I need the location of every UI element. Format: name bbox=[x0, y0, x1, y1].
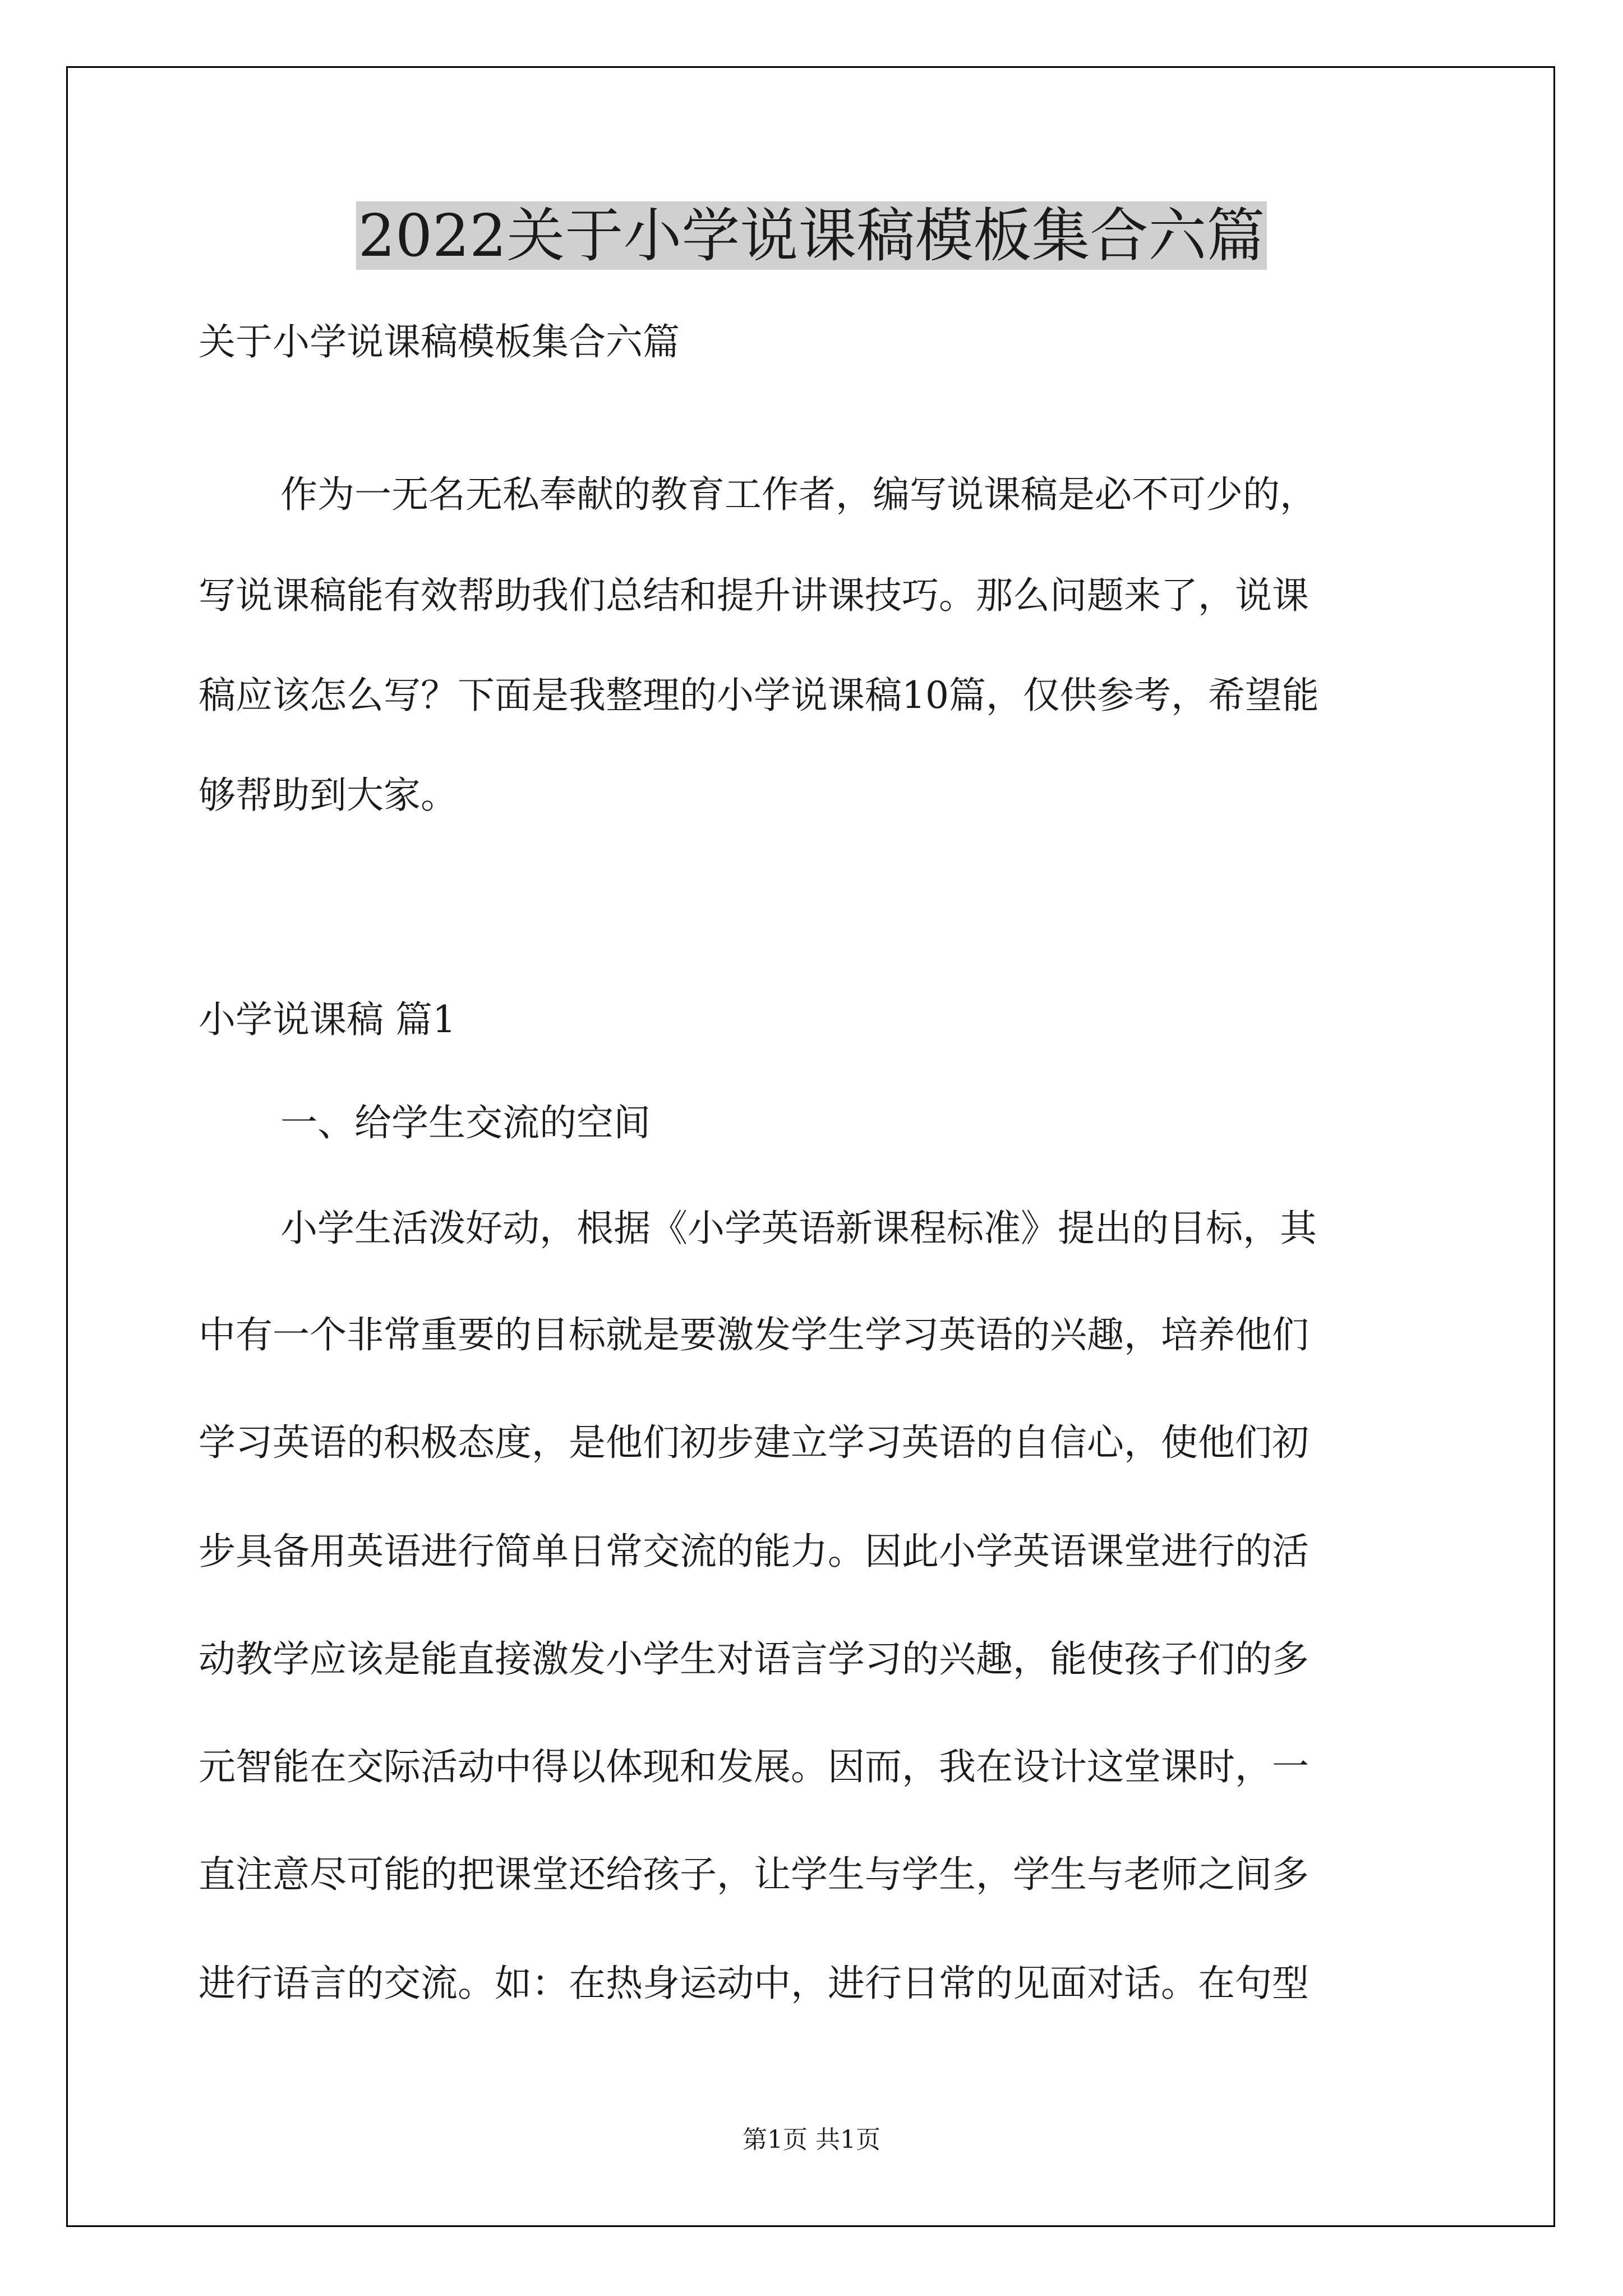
intro-line-4: 够帮助到大家。 bbox=[199, 774, 458, 817]
intro-line-3: 稿应该怎么写？下面是我整理的小学说课稿10篇，仅供参考，希望能 bbox=[199, 674, 1319, 717]
body-line-4: 步具备用英语进行简单日常交流的能力。因此小学英语课堂进行的活 bbox=[199, 1530, 1309, 1573]
document-title-text: 2022关于小学说课稿模板集合六篇 bbox=[356, 201, 1267, 270]
intro-line-2: 写说课稿能有效帮助我们总结和提升讲课技巧。那么问题来了，说课 bbox=[199, 574, 1309, 617]
page-border bbox=[66, 66, 1555, 2227]
body-line-1: 小学生活泼好动，根据《小学英语新课程标准》提出的目标，其 bbox=[280, 1207, 1317, 1250]
body-line-3: 学习英语的积极态度，是他们初步建立学习英语的自信心，使他们初 bbox=[199, 1421, 1309, 1464]
document-title bbox=[0, 199, 1623, 272]
body-line-6: 元智能在交际活动中得以体现和发展。因而，我在设计这堂课时，一 bbox=[199, 1745, 1309, 1788]
body-line-2: 中有一个非常重要的目标就是要激发学生学习英语的兴趣，培养他们 bbox=[199, 1313, 1309, 1356]
section-heading: 小学说课稿 篇1 bbox=[199, 998, 456, 1041]
body-line-7: 直注意尽可能的把课堂还给孩子，让学生与学生，学生与老师之间多 bbox=[199, 1853, 1309, 1896]
intro-line-1: 作为一无名无私奉献的教育工作者，编写说课稿是必不可少的， bbox=[280, 473, 1317, 516]
page-footer: 第1页 共1页 bbox=[743, 2125, 880, 2154]
body-line-8: 进行语言的交流。如：在热身运动中，进行日常的见面对话。在句型 bbox=[199, 1962, 1309, 2005]
body-line-5: 动教学应该是能直接激发小学生对语言学习的兴趣，能使孩子们的多 bbox=[199, 1637, 1309, 1681]
section-subheading: 一、给学生交流的空间 bbox=[280, 1101, 651, 1144]
document-subtitle: 关于小学说课稿模板集合六篇 bbox=[199, 320, 680, 364]
